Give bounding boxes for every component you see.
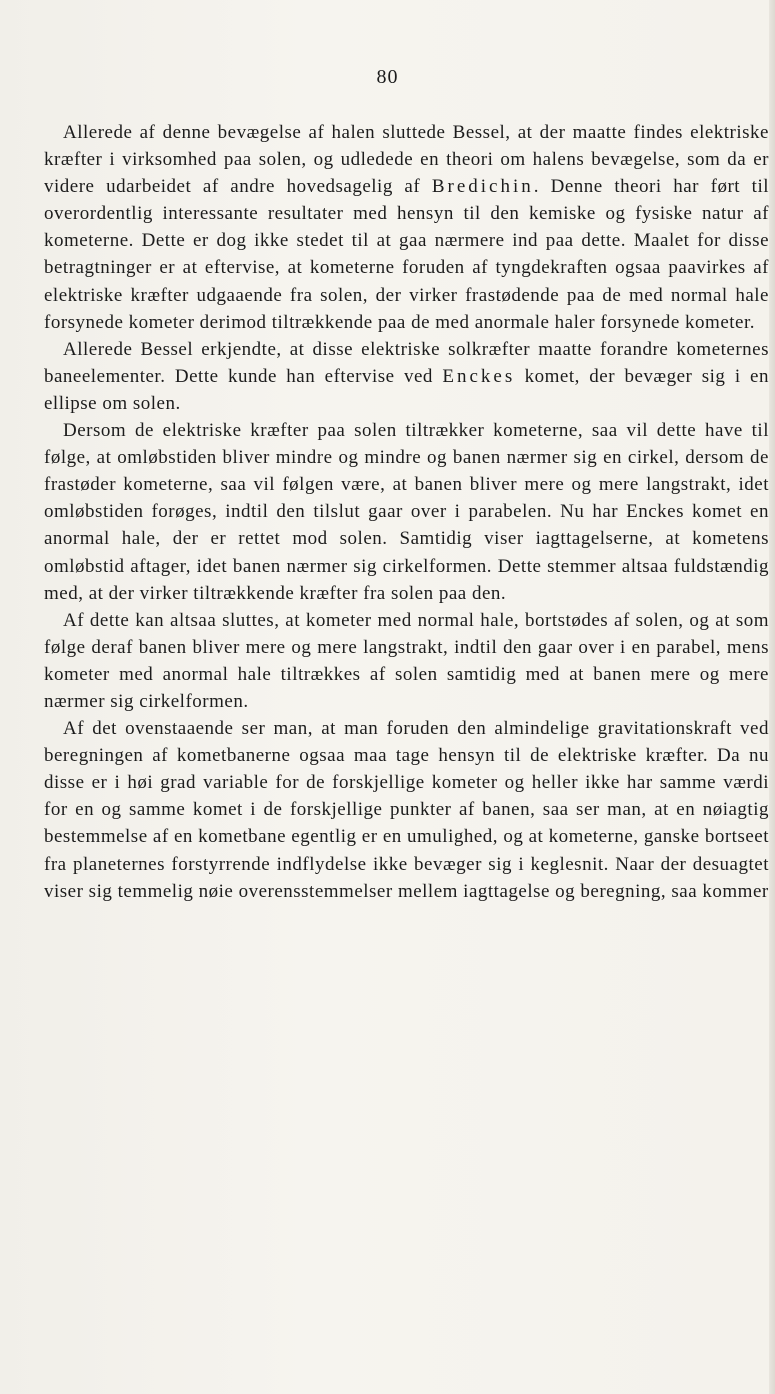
- page-edge: [769, 0, 775, 1394]
- body-text: [44, 119, 769, 905]
- page-number: 80: [376, 66, 399, 88]
- paragraph-5: Af det ovenstaaende ser man, at man foruden den almindelige gravitationskraft ved beregningen af kometbanerne ogsaa maa tage hensyn til de elektriske kræfter. Da nu disse er i høi grad variable for de forskjellige kometer og heller ikke har samme værdi for en og samme komet i de forskjellige punkter af banen, saa ser man, at en nøiagtig bestemmelse af en kometbane egentlig er en umulighed, og at kometerne, ganske bortseet fra planeternes forstyrrende indflydelse ikke bevæger sig i keglesnit. Naar der desuagtet viser sig temmelig nøie overensstemmelser mellem iagttagelse og beregning, saa kommer: [44, 718, 769, 902]
- paragraph-4: Af dette kan altsaa sluttes, at kometer med normal hale, bortstødes af solen, og at som følge deraf banen bliver mere og mere langstrakt, indtil den gaar over i en parabel, mens kometer med anormal hale tiltrækkes af solen samtidig med at banen mere og mere nærmer sig cirkelformen.: [44, 609, 769, 712]
- paragraph-2: Allerede Bessel erkjendte, at disse elektriske solkræfter maatte forandre kometernes baneelementer. Dette kunde han eftervise ved Enckes komet, der bevæger sig i en ellipse om solen.: [44, 338, 769, 414]
- paragraph-1: Allerede af denne bevægelse af halen sluttede Bessel, at der maatte findes elektriske kræfter i virksomhed paa solen, og udledede en theori om halens bevægelse, som da er videre udarbeidet af andre hovedsagelig af Bredichin. Denne theori har ført til overordentlig interessante resultater med hensyn til den kemiske og fysiske natur af kometerne. Dette er dog ikke stedet til at gaa nærmere ind paa dette. Maalet for disse betragtninger er at eftervise, at kometerne foruden af tyngdekraften ogsaa paavirkes af elektriske kræfter udgaaende fra solen, der virker frastødende paa de med normal hale forsynede kometer derimod tiltrækkende paa de med anormale haler forsynede kometer.: [44, 122, 770, 333]
- name-enckes: Enckes: [442, 365, 516, 387]
- author-name-bredichin: Bredichin: [431, 176, 534, 198]
- paragraph-3: Dersom de elektriske kræfter paa solen tiltrækker kometerne, saa vil dette have til følge, at omløbstiden bliver mindre og mindre og banen nærmer sig en cirkel, dersom de frastøder kometerne, saa vil følgen være, at banen bliver mere og mere langstrakt, idet omløbstiden forøges, indtil den tilslut gaar over i parabelen. Nu har Enckes komet en anormal hale, der er rettet mod solen. Samtidig viser iagttagelserne, at kometens omløbstid aftager, idet banen nærmer sig cirkelformen. Dette stemmer altsaa fuldstændig med, at der virker tiltrækkende kræfter fra solen paa den.: [44, 420, 769, 604]
